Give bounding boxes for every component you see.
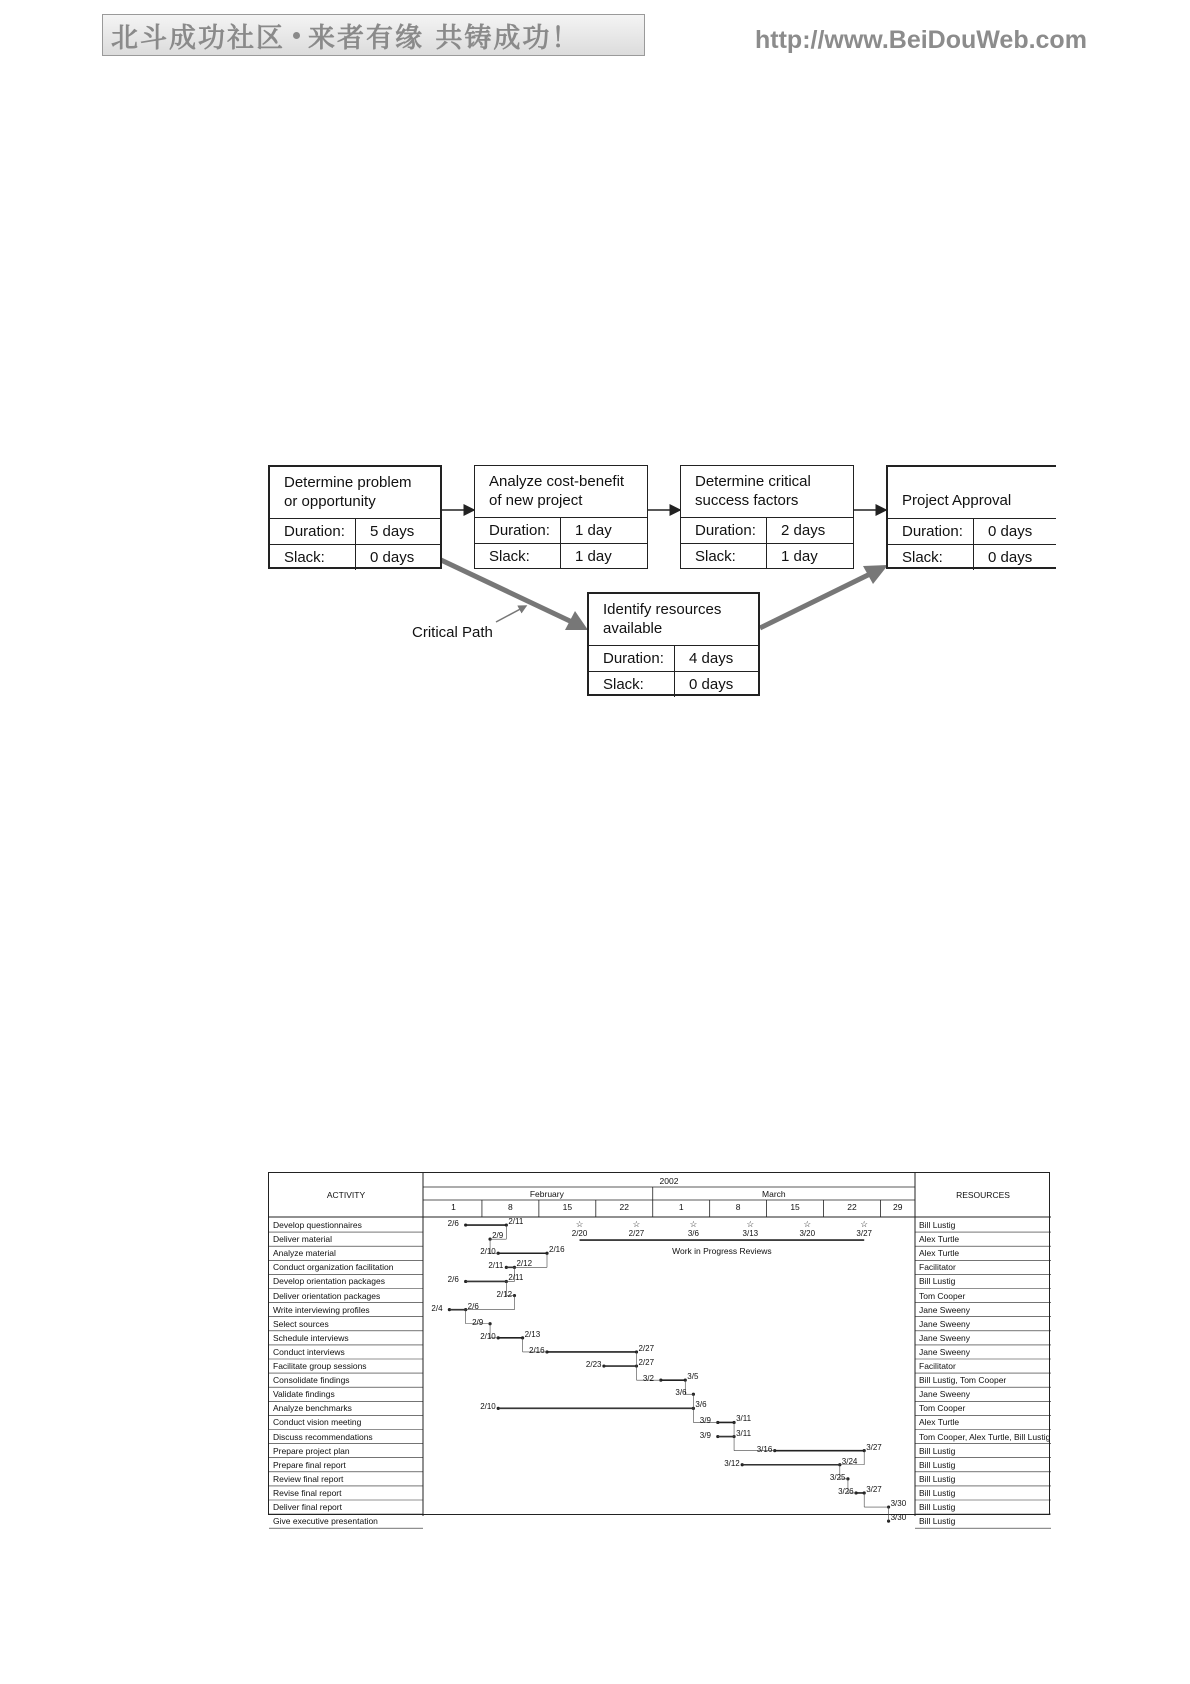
network-node-determine-critical-factors bbox=[680, 465, 854, 569]
review-star-icon: ☆ bbox=[575, 1219, 584, 1229]
resources-header: RESOURCES bbox=[956, 1190, 1010, 1200]
bar-end-label: 3/24 bbox=[841, 1456, 858, 1466]
bar-end-label: 3/27 bbox=[866, 1484, 882, 1494]
bar-start-label: 3/16 bbox=[756, 1444, 773, 1454]
bar-start-label: 2/16 bbox=[529, 1345, 545, 1355]
bar-start-label: 2/11 bbox=[488, 1261, 504, 1271]
resource-name: Bill Lustig bbox=[919, 1487, 956, 1498]
bar-start-label: 3/26 bbox=[838, 1486, 854, 1496]
activity-name: Prepare project plan bbox=[273, 1445, 350, 1456]
activity-name: Select sources bbox=[273, 1318, 329, 1329]
bar-end-label: 3/6 bbox=[695, 1400, 707, 1410]
review-star-icon: ☆ bbox=[746, 1219, 755, 1229]
resource-name: Jane Sweeny bbox=[919, 1389, 971, 1400]
critical-path-label: Critical Path bbox=[412, 624, 493, 641]
bar-end-label: 2/11 bbox=[508, 1217, 524, 1227]
activity-name: Conduct interviews bbox=[273, 1346, 345, 1357]
activity-name: Develop questionnaires bbox=[273, 1220, 362, 1230]
network-node-determine-problem bbox=[268, 465, 442, 569]
week-label: 1 bbox=[451, 1202, 456, 1212]
slack-label: Slack: bbox=[475, 544, 561, 569]
resource-name: Bill Lustig bbox=[919, 1459, 956, 1470]
activity-name: Prepare final report bbox=[273, 1459, 346, 1470]
review-star-icon: ☆ bbox=[689, 1219, 698, 1229]
node-title: Analyze cost-benefit of new project bbox=[475, 466, 647, 518]
bar-start-label: 3/9 bbox=[699, 1416, 711, 1426]
activity-name: Analyze material bbox=[273, 1248, 336, 1259]
slack-label: Slack: bbox=[270, 545, 356, 570]
slack-label: Slack: bbox=[888, 545, 974, 570]
gantt-chart bbox=[268, 1172, 1051, 1527]
activity-name: Write interviewing profiles bbox=[273, 1304, 370, 1315]
week-label: 1 bbox=[678, 1202, 684, 1212]
activity-name: Deliver orientation packages bbox=[273, 1290, 381, 1301]
resource-name: Tom Cooper bbox=[919, 1290, 966, 1301]
network-node-identify-resources bbox=[587, 592, 760, 696]
bar-end-label: 3/11 bbox=[736, 1428, 752, 1438]
resource-name: Jane Sweeny bbox=[919, 1332, 971, 1343]
review-date-label: 3/27 bbox=[856, 1229, 872, 1239]
bar-start-label: 3/12 bbox=[724, 1458, 740, 1468]
review-date-label: 2/20 bbox=[571, 1229, 588, 1239]
activity-name: Schedule interviews bbox=[273, 1332, 349, 1343]
duration-label: Duration: bbox=[270, 519, 356, 544]
activity-name: Develop orientation packages bbox=[273, 1276, 385, 1287]
critical-arrow-1-5 bbox=[441, 560, 572, 622]
resource-name: Jane Sweeny bbox=[919, 1318, 971, 1329]
duration-label: Duration: bbox=[681, 518, 767, 543]
week-label: 22 bbox=[847, 1202, 857, 1212]
slack-value: 0 days bbox=[689, 676, 734, 693]
resource-name: Jane Sweeny bbox=[919, 1304, 971, 1315]
week-label: 22 bbox=[619, 1202, 629, 1212]
year-header: 2002 bbox=[659, 1176, 679, 1186]
review-date-label: 3/13 bbox=[742, 1229, 759, 1239]
bar-start-label: 3/25 bbox=[829, 1472, 846, 1482]
week-label: 15 bbox=[562, 1202, 573, 1212]
bar-start-label: 3/6 bbox=[675, 1388, 687, 1398]
slack-value: 0 days bbox=[370, 549, 415, 566]
duration-label: Duration: bbox=[888, 519, 974, 544]
review-star-icon: ☆ bbox=[803, 1219, 812, 1229]
slack-value: 1 day bbox=[781, 548, 818, 565]
resource-name: Jane Sweeny bbox=[919, 1346, 971, 1357]
activity-name: Deliver material bbox=[273, 1234, 333, 1245]
bar-start-label: 3/2 bbox=[642, 1374, 654, 1384]
week-label: 29 bbox=[892, 1202, 903, 1212]
slack-value: 1 day bbox=[575, 548, 612, 565]
slack-label: Slack: bbox=[681, 544, 767, 569]
header-url[interactable]: http://www.BeiDouWeb.com bbox=[755, 26, 1087, 54]
bar-start-label: 2/9 bbox=[472, 1317, 484, 1327]
bar-start-label: 2/10 bbox=[480, 1247, 496, 1257]
bar-start-label: 2/6 bbox=[447, 1275, 459, 1285]
resource-name: Alex Turtle bbox=[919, 1417, 960, 1428]
critical-path-pointer bbox=[496, 606, 526, 622]
resource-name: Facilitator bbox=[919, 1262, 956, 1273]
review-date-label: 2/27 bbox=[628, 1229, 645, 1239]
network-node-project-approval bbox=[886, 465, 1056, 569]
duration-value: 0 days bbox=[988, 523, 1033, 540]
activity-name: Revise final report bbox=[273, 1487, 342, 1498]
bar-start-label: 2/10 bbox=[480, 1402, 496, 1412]
resource-name: Alex Turtle bbox=[919, 1248, 960, 1259]
bar-end-label: 2/6 bbox=[467, 1301, 479, 1311]
review-star-icon: ☆ bbox=[860, 1219, 868, 1229]
resource-name: Bill Lustig bbox=[919, 1220, 956, 1230]
activity-name: Facilitate group sessions bbox=[273, 1361, 367, 1371]
node-title: Determine critical success factors bbox=[681, 466, 853, 518]
activity-name: Conduct organization facilitation bbox=[273, 1262, 394, 1273]
bar-start-label: 3/9 bbox=[699, 1430, 711, 1440]
bar-end-label: 3/11 bbox=[736, 1414, 752, 1424]
week-label: 15 bbox=[790, 1202, 800, 1212]
bar-end-label: 2/27 bbox=[638, 1358, 655, 1368]
bar-end-label: 2/16 bbox=[549, 1245, 565, 1255]
bar-end-label: 3/30 bbox=[890, 1513, 907, 1523]
resource-name: Bill Lustig bbox=[919, 1502, 956, 1512]
activity-name: Consolidate findings bbox=[273, 1375, 350, 1386]
banner-slogan: 来者有缘 共铸成功！ bbox=[308, 22, 581, 54]
bar-start-label: 2/6 bbox=[447, 1219, 459, 1229]
critical-arrow-5-4 bbox=[760, 574, 870, 628]
bar-start-label: 2/4 bbox=[431, 1303, 443, 1313]
bar-end-label: 2/27 bbox=[638, 1343, 655, 1353]
node-title: Project Approval bbox=[888, 467, 1056, 519]
bar-end-label: 2/12 bbox=[516, 1259, 533, 1269]
resource-name: Alex Turtle bbox=[919, 1234, 960, 1245]
activity-name: Analyze benchmarks bbox=[273, 1403, 352, 1414]
month-february: February bbox=[529, 1189, 564, 1199]
resource-name: Tom Cooper, Alex Turtle, Bill Lustig bbox=[919, 1431, 1051, 1442]
activity-name: Deliver final report bbox=[273, 1502, 342, 1512]
node-title: Determine problem or opportunity bbox=[270, 467, 440, 519]
slack-label: Slack: bbox=[589, 672, 675, 697]
slack-value: 0 days bbox=[988, 549, 1033, 566]
resource-name: Facilitator bbox=[919, 1361, 956, 1371]
bar-end-label: 2/11 bbox=[508, 1273, 524, 1283]
resource-name: Bill Lustig bbox=[919, 1473, 956, 1484]
review-label: Work in Progress Reviews bbox=[672, 1246, 772, 1257]
duration-value: 2 days bbox=[781, 522, 826, 539]
month-march: March bbox=[762, 1189, 786, 1199]
bar-end-label: 2/9 bbox=[492, 1231, 504, 1241]
week-label: 8 bbox=[508, 1202, 513, 1212]
resource-name: Bill Lustig bbox=[919, 1516, 956, 1527]
duration-label: Duration: bbox=[475, 518, 561, 543]
bar-start-label: 2/23 bbox=[585, 1360, 602, 1370]
bar-end-label: 2/13 bbox=[524, 1329, 541, 1339]
review-star-icon: ☆ bbox=[632, 1219, 641, 1229]
activity-name: Discuss recommendations bbox=[273, 1431, 373, 1442]
week-label: 8 bbox=[735, 1202, 741, 1212]
resource-name: Bill Lustig bbox=[919, 1445, 956, 1456]
activity-name: Give executive presentation bbox=[273, 1516, 378, 1527]
resource-name: Bill Lustig bbox=[919, 1276, 956, 1287]
bar-end-label: 3/30 bbox=[890, 1499, 907, 1509]
duration-value: 5 days bbox=[370, 523, 415, 540]
activity-header: ACTIVITY bbox=[326, 1190, 366, 1200]
review-date-label: 3/6 bbox=[687, 1229, 699, 1239]
resource-name: Tom Cooper bbox=[919, 1403, 966, 1414]
activity-name: Conduct vision meeting bbox=[273, 1417, 362, 1428]
activity-name: Validate findings bbox=[273, 1389, 335, 1400]
resource-name: Bill Lustig, Tom Cooper bbox=[919, 1375, 1007, 1386]
banner-site-name: 北斗成功社区 bbox=[111, 22, 285, 54]
node-title: Identify resources available bbox=[589, 594, 758, 646]
bar-end-label: 3/5 bbox=[687, 1372, 699, 1382]
duration-value: 1 day bbox=[575, 522, 612, 539]
network-node-analyze-cost-benefit bbox=[474, 465, 648, 569]
bar-start-label: 2/12 bbox=[496, 1289, 513, 1299]
duration-value: 4 days bbox=[689, 650, 734, 667]
review-date-label: 3/20 bbox=[799, 1229, 816, 1239]
activity-name: Review final report bbox=[273, 1473, 344, 1484]
duration-label: Duration: bbox=[589, 646, 675, 671]
bar-start-dot bbox=[464, 1223, 467, 1226]
bar-start-label: 2/10 bbox=[480, 1331, 496, 1341]
bar-end-label: 3/27 bbox=[866, 1442, 882, 1452]
